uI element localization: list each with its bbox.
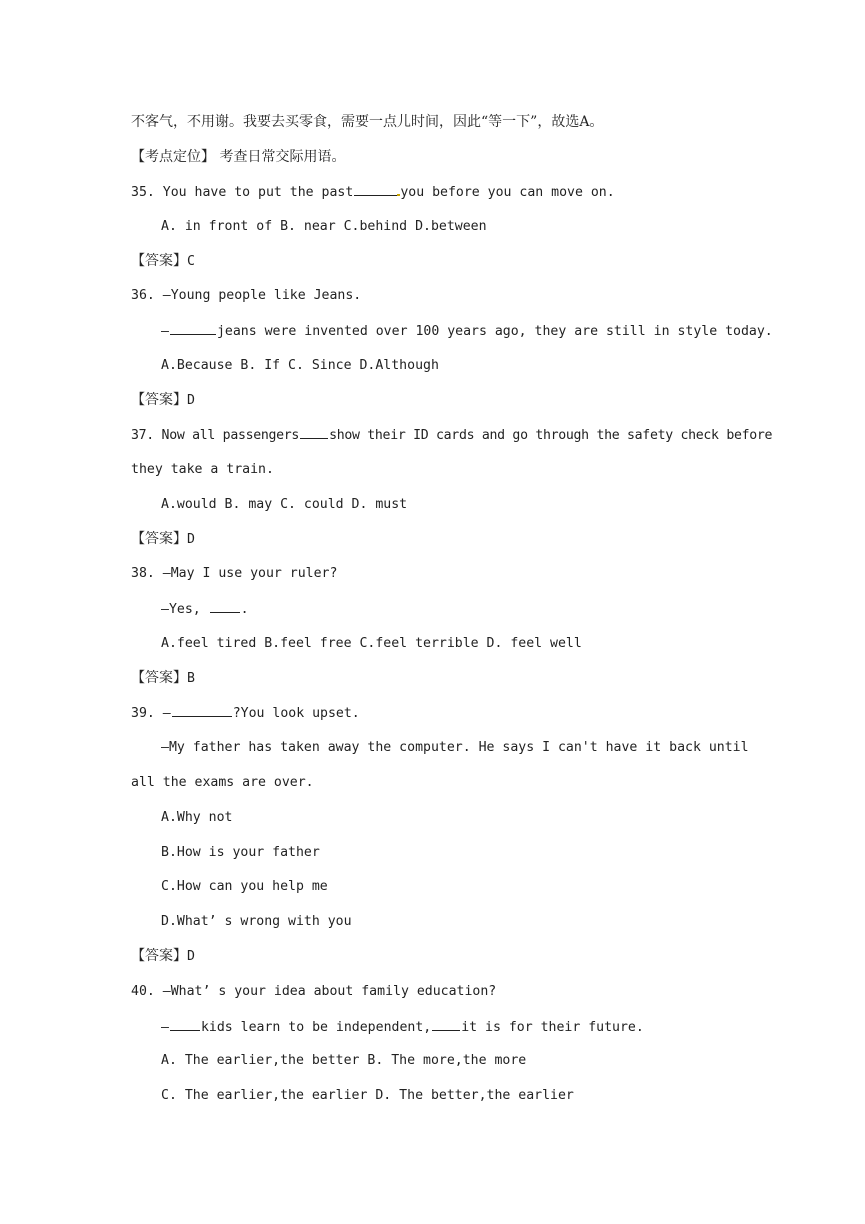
q35-stem-part2: you before you can move on. (400, 185, 615, 200)
question-39-option-d: D.What’ s wrong with you (161, 914, 352, 929)
q36-reply-part2: jeans were invented over 100 years ago, they are still in style today. (216, 324, 773, 339)
answer-blank (170, 1017, 200, 1031)
answer-value: D (187, 532, 195, 547)
answer-label: 【答案】 (131, 670, 187, 686)
q39-stem-part2: ?You look upset. (232, 706, 360, 721)
q37-stem-part1: 37. Now all passengers (131, 428, 300, 443)
q38-reply-part2: . (240, 602, 249, 617)
question-37-answer (131, 529, 195, 550)
question-39-reply: —My father has taken away the computer. He says I can't have it back until (161, 740, 749, 755)
q38-reply-part1: —Yes, (161, 602, 201, 617)
question-36-reply (161, 321, 773, 342)
point-label: 【考点定位】 (131, 149, 215, 165)
question-37-options: A.would B. may C. could D. must (161, 497, 408, 512)
q40-reply-part2: kids learn to be independent, (200, 1020, 432, 1035)
question-38-reply (161, 599, 249, 620)
question-38-answer (131, 668, 195, 689)
question-39-option-a: A.Why not (161, 810, 233, 825)
question-39-option-b: B.How is your father (161, 845, 320, 860)
question-40-reply (161, 1017, 644, 1038)
question-38-stem: 38. —May I use your ruler? (131, 566, 338, 581)
answer-blank (170, 321, 216, 335)
point-line (131, 147, 345, 167)
answer-label: 【答案】 (131, 392, 187, 408)
question-39-option-c: C.How can you help me (161, 879, 328, 894)
explanation-text: 不客气，不用谢。我要去买零食，需要一点儿时间，因此“等一下”，故选A。 (131, 114, 604, 130)
question-36-options: A.Because B. If C. Since D.Although (161, 358, 439, 373)
q37-stem-part2: show their ID cards and go through the safety check before (329, 428, 773, 443)
answer-blank (210, 599, 240, 613)
point-text: 考查日常交际用语。 (215, 149, 346, 165)
q40-reply-part3: it is for their future. (461, 1020, 644, 1035)
answer-label: 【答案】 (131, 253, 187, 269)
answer-value: B (187, 671, 195, 686)
answer-blank (300, 425, 328, 439)
question-35-options: A. in front of B. near C.behind D.between (161, 219, 487, 234)
answer-blank (432, 1017, 460, 1031)
question-37-stem-cont: they take a train. (131, 462, 274, 477)
question-39-answer (131, 946, 195, 967)
answer-value: C (187, 254, 195, 269)
answer-value: D (187, 949, 195, 964)
question-35-stem (131, 182, 615, 203)
answer-blank (172, 703, 232, 717)
answer-value: D (187, 393, 195, 408)
q36-reply-part1: — (161, 324, 169, 339)
question-40-options-row1: A. The earlier,the better B. The more,the more (161, 1053, 527, 1068)
question-37-stem (131, 425, 772, 446)
question-40-stem: 40. —What’ s your idea about family education? (131, 984, 497, 999)
question-35-answer (131, 251, 195, 272)
question-36-answer (131, 390, 195, 411)
question-40-options-row2: C. The earlier,the earlier D. The better,the earlier (161, 1088, 574, 1103)
question-38-options: A.feel tired B.feel free C.feel terrible D. feel well (161, 636, 582, 651)
question-36-stem: 36. —Young people like Jeans. (131, 288, 362, 303)
answer-label: 【答案】 (131, 948, 187, 964)
answer-blank (354, 182, 400, 196)
question-39-reply-cont: all the exams are over. (131, 775, 314, 790)
question-39-stem (131, 703, 360, 724)
q35-stem-part1: 35. You have to put the past (131, 185, 354, 200)
q40-reply-part1: — (161, 1020, 169, 1035)
q39-stem-part1: 39. — (131, 706, 171, 721)
answer-label: 【答案】 (131, 531, 187, 547)
